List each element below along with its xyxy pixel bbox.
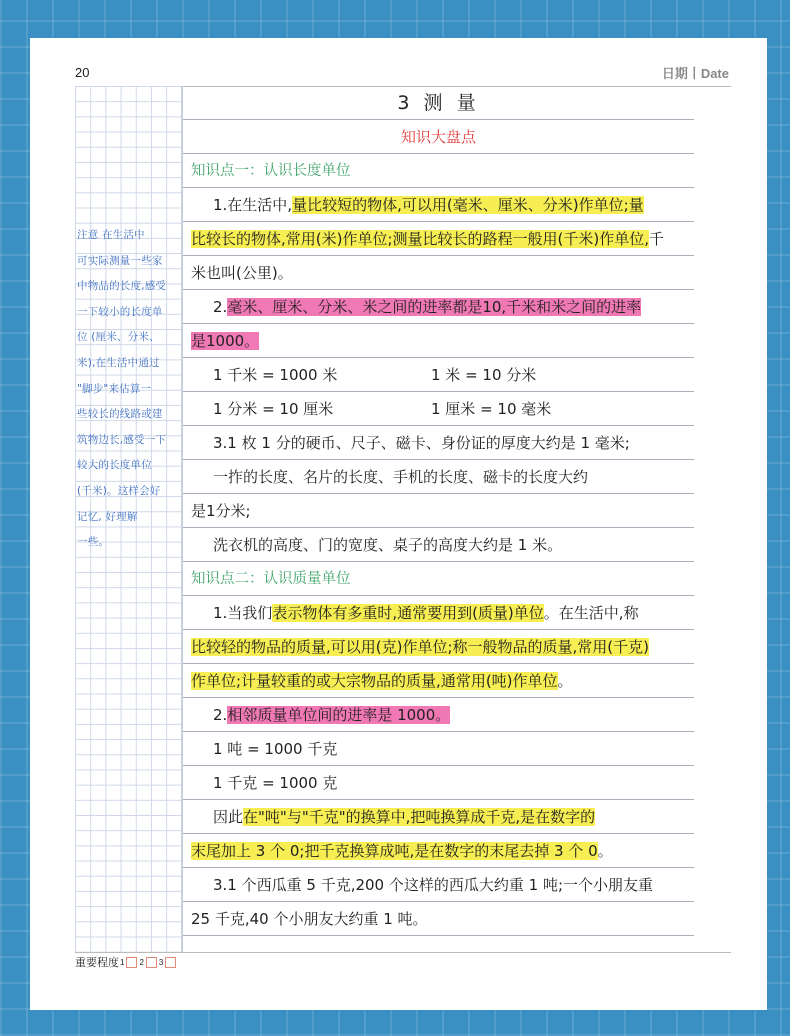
equation: 1 米 = 10 分米 [431, 366, 537, 384]
equation-line: 1 千克 = 1000 克 [213, 774, 338, 792]
equation-line: 1 吨 = 1000 千克 [213, 740, 338, 758]
importance-label: 重要程度 [75, 957, 119, 969]
paragraph-line: 是1分米; [191, 502, 251, 520]
note-line: 些较长的线路或建 [77, 408, 163, 421]
highlight-pink: 是1000。 [191, 332, 260, 350]
page-number: 20 [75, 65, 90, 80]
paragraph-line [183, 698, 694, 732]
note-line: (千米)。这样会好 [77, 484, 161, 497]
paragraph-line [183, 188, 694, 222]
paragraph-line [183, 290, 694, 324]
importance-checkbox[interactable] [146, 957, 157, 968]
highlight-pink: 相邻质量单位间的进率是 1000。 [227, 706, 451, 724]
text-span: 。 [597, 842, 613, 860]
section-heading-length: 知识点一：认识长度单位 [191, 163, 351, 179]
sidebar-grid [75, 86, 183, 952]
highlight-yellow: 比较轻的物品的质量,可以用(克)作单位;称一般物品的质量,常用(千克) [191, 638, 650, 656]
importance-checkbox[interactable] [165, 957, 176, 968]
equation: 1 厘米 = 10 毫米 [431, 400, 552, 418]
note-line: "脚步"来估算一 [77, 382, 152, 395]
equation-line [183, 392, 694, 426]
importance-level: 2 [139, 957, 144, 967]
highlight-yellow: 作单位;计量较重的或大宗物品的质量,通常用(吨)作单位 [191, 672, 558, 690]
highlight-yellow: 比较长的物体,常用(米)作单位;测量比较长的路程一般用(千米)作单位, [191, 230, 650, 248]
equation: 1 分米 = 10 厘米 [213, 400, 334, 418]
note-line: 注意 在生活中 [77, 229, 145, 241]
highlight-yellow: 量比较短的物体,可以用(毫米、厘米、分米)作单位;量 [292, 196, 644, 214]
paragraph-line: 洗衣机的高度、门的宽度、桌子的高度大约是 1 米。 [213, 536, 563, 554]
importance-level: 3 [158, 957, 164, 967]
paragraph-line [183, 834, 702, 868]
paragraph-line [183, 800, 694, 834]
paragraph-line: 米也叫(公里)。 [191, 264, 293, 282]
text-span: 2. [213, 298, 228, 316]
note-line: 记忆, 好理解 [77, 510, 138, 523]
sidebar-note [77, 223, 177, 556]
note-line: 位 (厘米、分米、 [77, 331, 160, 344]
equation: 1 千米 = 1000 米 [213, 366, 338, 384]
text-span: 1.在生活中, [213, 196, 293, 214]
highlight-pink: 毫米、厘米、分米、米之间的进率都是10,千米和米之间的进率 [227, 298, 642, 316]
paragraph-line: 3.1 个西瓜重 5 千克,200 个这样的西瓜大约重 1 吨;一个小朋友重 [213, 876, 654, 894]
text-span: 千 [649, 230, 665, 248]
page-title: 3 测 量 [397, 92, 480, 114]
date-label: 日期丨Date [661, 66, 729, 81]
paragraph-line: 25 千克,40 个小朋友大约重 1 吨。 [191, 910, 428, 928]
paragraph-line: 一拃的长度、名片的长度、手机的长度、磁卡的长度大约 [213, 468, 589, 486]
text-span: 。在生活中,称 [543, 604, 639, 622]
note-line: 一下较小的长度单 [77, 305, 163, 318]
note-line: 筑物边长,感受一下 [77, 433, 167, 446]
paragraph-line [183, 324, 702, 358]
text-span: 2. [213, 706, 228, 724]
page-subtitle: 知识大盘点 [400, 128, 476, 146]
highlight-yellow: 在"吨"与"千克"的换算中,把吨换算成千克,是在数字的 [243, 808, 596, 826]
paragraph-line [183, 222, 702, 256]
text-span: 因此 [213, 808, 244, 826]
page-paper [30, 38, 767, 1010]
main-notes [183, 86, 694, 952]
section-heading-mass: 知识点二：认识质量单位 [191, 571, 351, 587]
note-line: 米),在生活中通过 [77, 356, 160, 369]
highlight-yellow: 表示物体有多重时,通常要用到(质量)单位 [272, 604, 544, 622]
note-line: 可实际测量一些家 [77, 254, 163, 267]
text-span: 1.当我们 [213, 604, 273, 622]
paragraph-line [183, 664, 702, 698]
importance-rating [75, 952, 177, 970]
importance-level: 1 [120, 957, 125, 967]
highlight-yellow: 末尾加上 3 个 0;把千克换算成吨,是在数字的末尾去掉 3 个 0 [191, 842, 598, 860]
note-line: 一些。 [77, 536, 110, 549]
paragraph-line [183, 596, 694, 630]
importance-checkbox[interactable] [126, 957, 137, 968]
text-span: 。 [557, 672, 573, 690]
equation-line [183, 358, 694, 392]
paragraph-line: 3.1 枚 1 分的硬币、尺子、磁卡、身份证的厚度大约是 1 毫米; [213, 434, 630, 452]
note-line: 中物品的长度,感受 [77, 280, 167, 293]
note-line: 较大的长度单位 [77, 459, 152, 472]
paragraph-line [183, 630, 702, 664]
